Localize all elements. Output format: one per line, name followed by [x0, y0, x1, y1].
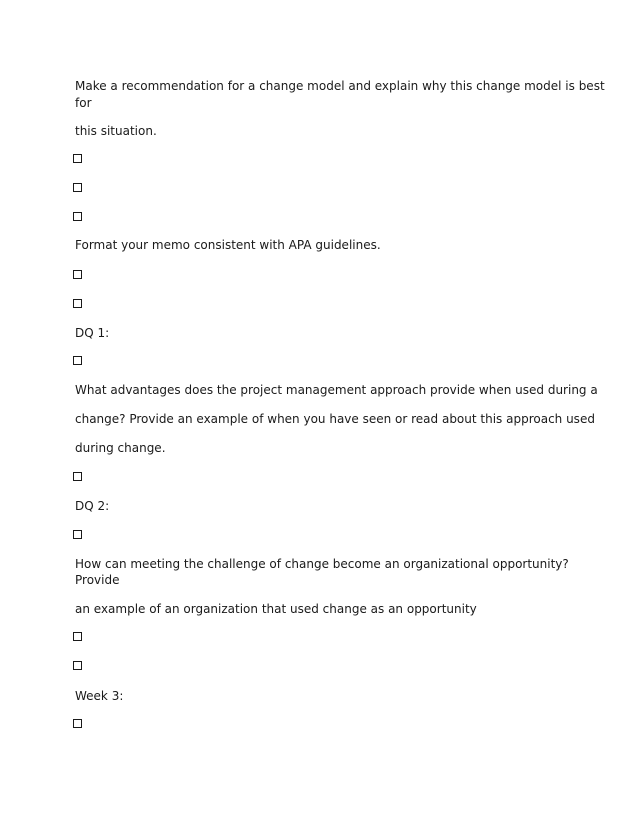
checkbox-icon	[73, 472, 82, 481]
text-line: How can meeting the challenge of change become an organizational opportunity?	[75, 557, 569, 571]
text-line: Week 3:	[75, 689, 124, 703]
text-line: DQ 2:	[75, 499, 110, 513]
text-line: What advantages does the project management approach provide when used during a	[75, 383, 598, 397]
checkbox-icon	[73, 719, 82, 728]
text-line: Make a recommendation for a change model and explain why this change model is best	[75, 79, 605, 93]
text-line: DQ 1:	[75, 326, 110, 340]
text-line: Format your memo consistent with APA guidelines.	[75, 238, 381, 252]
checkbox-icon	[73, 154, 82, 163]
text-line: this situation.	[75, 124, 157, 138]
checkbox-icon	[73, 183, 82, 192]
text-line: for	[75, 96, 92, 110]
checkbox-icon	[73, 212, 82, 221]
text-line: during change.	[75, 441, 166, 455]
checkbox-icon	[73, 270, 82, 279]
checkbox-icon	[73, 661, 82, 670]
checkbox-icon	[73, 530, 82, 539]
text-line: Provide	[75, 573, 120, 587]
checkbox-icon	[73, 299, 82, 308]
text-line: an example of an organization that used change as an opportunity	[75, 602, 477, 616]
checkbox-icon	[73, 356, 82, 365]
checkbox-icon	[73, 632, 82, 641]
text-line: change? Provide an example of when you have seen or read about this approach used	[75, 412, 595, 426]
